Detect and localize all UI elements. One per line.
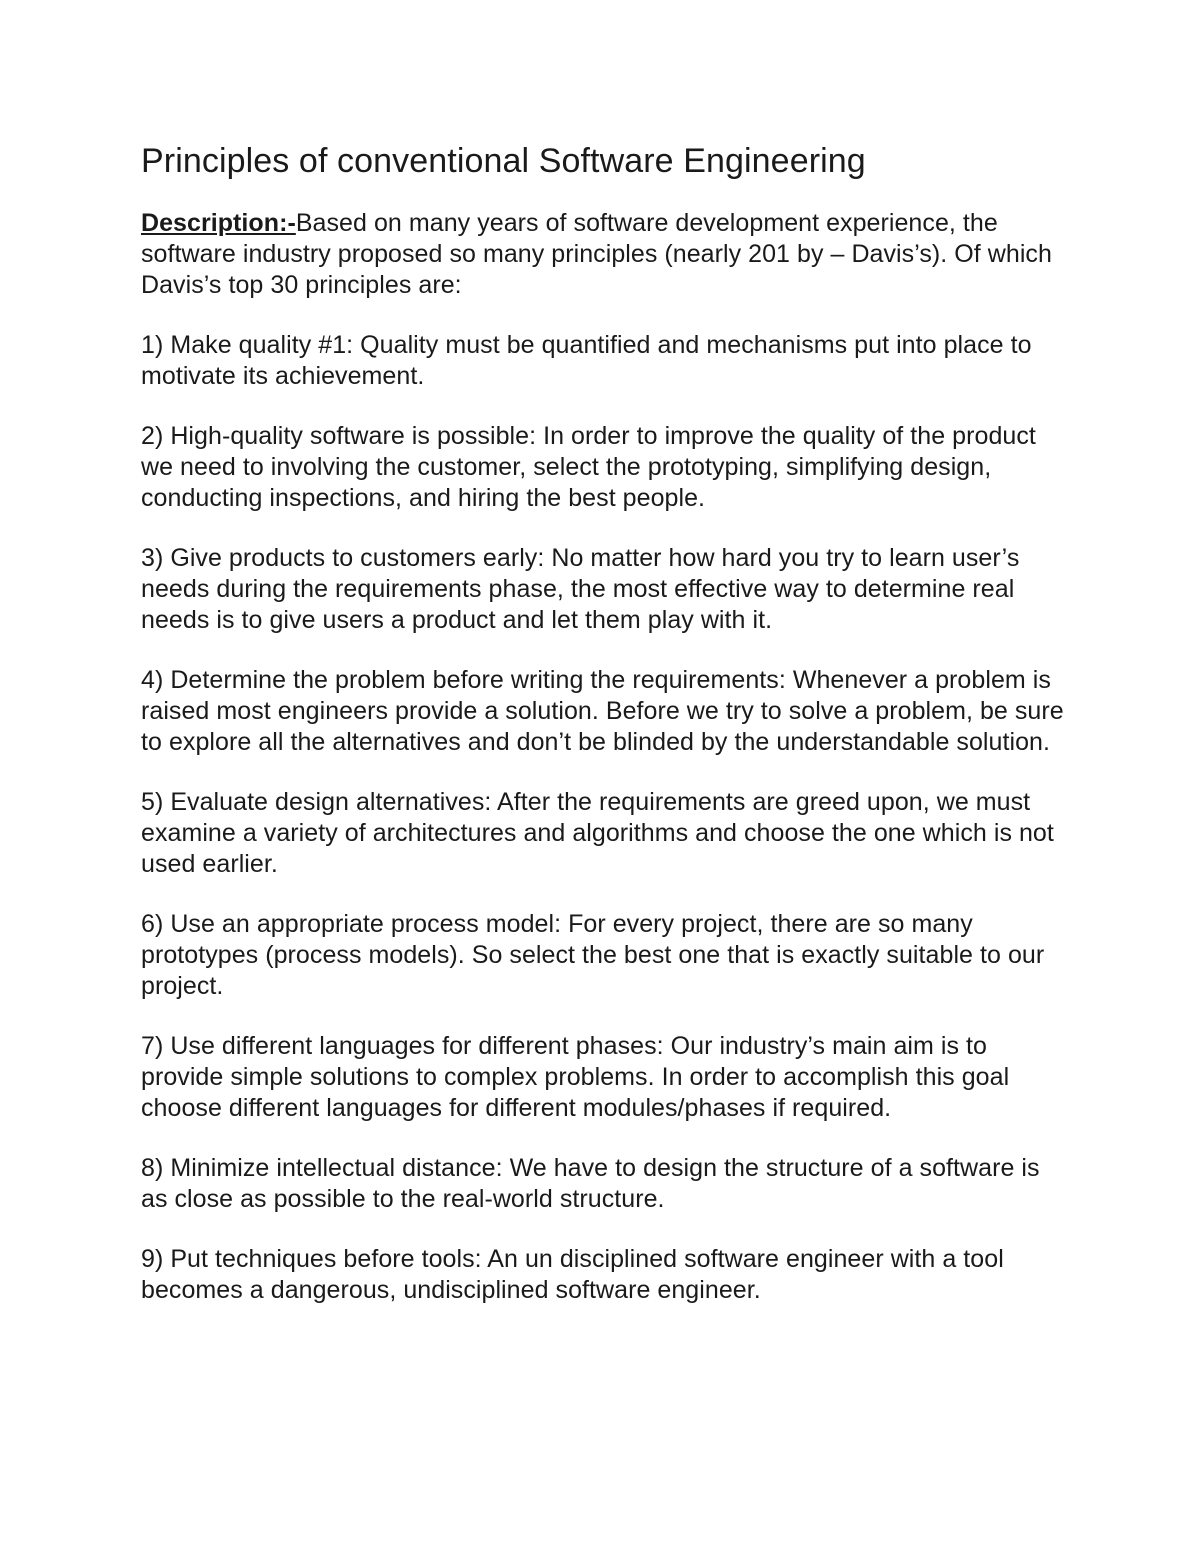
principle-item: 1) Make quality #1: Quality must be quantified and mechanisms put into place to motivate its achievement. (141, 331, 1032, 390)
principle-item: 5) Evaluate design alternatives: After the requirements are greed upon, we must examine a variety of architectures and algorithms and choose the one which is not used earlier. (141, 788, 1054, 878)
principle-item: 8) Minimize intellectual distance: We have to design the structure of a software is as close as possible to the real-world structure. (141, 1154, 1040, 1213)
description-paragraph (141, 208, 1071, 301)
principle-item: 2) High-quality software is possible: In order to improve the quality of the product we need to involving the customer, select the prototyping, simplifying design, conducting inspections, and hiring the best people. (141, 422, 1036, 512)
document-title: Principles of conventional Software Engineering (141, 142, 866, 180)
principle-item: 4) Determine the problem before writing the requirements: Whenever a problem is raised most engineers provide a solution. Before we try to solve a problem, be sure to explore all the alternatives and don’t be blinded by the understandable solution. (141, 666, 1064, 756)
principle-item: 7) Use different languages for different phases: Our industry’s main aim is to provide simple solutions to complex problems. In order to accomplish this goal choose different languages for different modules/phases if required. (141, 1032, 1010, 1122)
description-label: Description:- (141, 209, 296, 237)
principle-item: 6) Use an appropriate process model: For every project, there are so many prototypes (process models). So select the best one that is exactly suitable to our project. (141, 910, 1045, 1000)
document-page (141, 138, 1071, 1335)
description-text: Based on many years of software development experience, the software industry proposed so many principles (nearly 201 by – Davis’s). Of which Davis’s top 30 principles are: (141, 209, 1052, 299)
principle-item: 9) Put techniques before tools: An un disciplined software engineer with a tool becomes a dangerous, undisciplined software engineer. (141, 1245, 1004, 1304)
principle-item: 3) Give products to customers early: No matter how hard you try to learn user’s needs during the requirements phase, the most effective way to determine real needs is to give users a product and let them play with it. (141, 544, 1020, 634)
